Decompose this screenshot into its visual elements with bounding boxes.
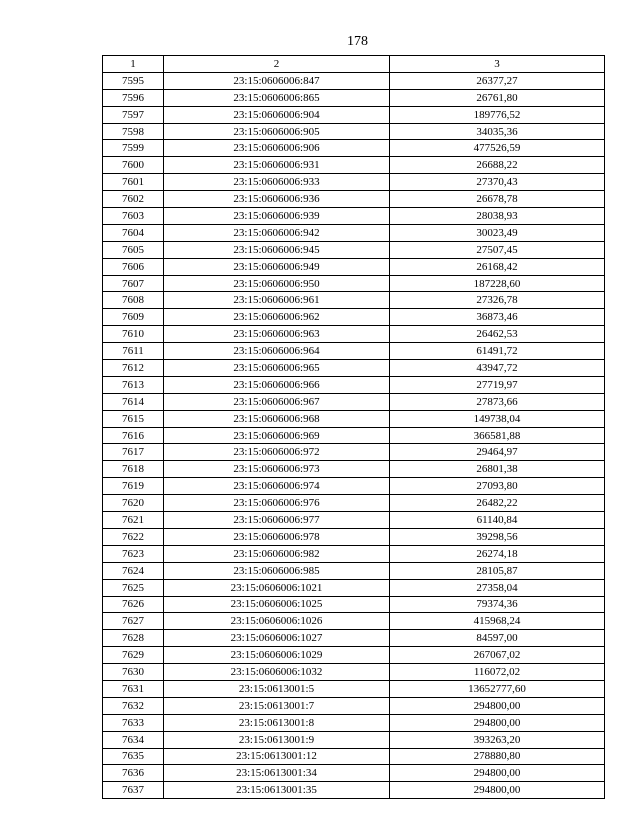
table-row xyxy=(103,630,605,647)
row-index-cell: 7597 xyxy=(103,106,164,123)
row-index-cell: 7607 xyxy=(103,275,164,292)
row-index-cell: 7615 xyxy=(103,410,164,427)
row-index-cell: 7625 xyxy=(103,579,164,596)
table-row xyxy=(103,562,605,579)
table-row xyxy=(103,613,605,630)
cadastral-value-cell: 267067,02 xyxy=(390,647,605,664)
row-index-cell: 7616 xyxy=(103,427,164,444)
cadastral-number-cell: 23:15:0606006:961 xyxy=(164,292,390,309)
row-index-cell: 7631 xyxy=(103,680,164,697)
table-row xyxy=(103,343,605,360)
row-index-cell: 7621 xyxy=(103,512,164,529)
cadastral-number-cell: 23:15:0613001:7 xyxy=(164,697,390,714)
cadastral-value-table xyxy=(102,55,605,799)
row-index-cell: 7609 xyxy=(103,309,164,326)
cadastral-number-cell: 23:15:0606006:950 xyxy=(164,275,390,292)
row-index-cell: 7601 xyxy=(103,174,164,191)
cadastral-number-cell: 23:15:0606006:933 xyxy=(164,174,390,191)
column-header-index: 1 xyxy=(103,56,164,73)
row-index-cell: 7624 xyxy=(103,562,164,579)
row-index-cell: 7606 xyxy=(103,258,164,275)
cadastral-value-cell: 61140,84 xyxy=(390,512,605,529)
table-row xyxy=(103,360,605,377)
cadastral-value-cell: 415968,24 xyxy=(390,613,605,630)
page-number: 178 xyxy=(347,34,368,49)
row-index-cell: 7602 xyxy=(103,191,164,208)
table-row xyxy=(103,89,605,106)
row-index-cell: 7627 xyxy=(103,613,164,630)
table-row xyxy=(103,680,605,697)
cadastral-number-cell: 23:15:0606006:977 xyxy=(164,512,390,529)
column-header-value: 3 xyxy=(390,56,605,73)
table-row xyxy=(103,123,605,140)
row-index-cell: 7599 xyxy=(103,140,164,157)
cadastral-number-cell: 23:15:0606006:973 xyxy=(164,461,390,478)
cadastral-value-cell: 27719,97 xyxy=(390,376,605,393)
cadastral-value-cell: 149738,04 xyxy=(390,410,605,427)
cadastral-number-cell: 23:15:0606006:945 xyxy=(164,241,390,258)
table-row xyxy=(103,664,605,681)
row-index-cell: 7608 xyxy=(103,292,164,309)
cadastral-number-cell: 23:15:0606006:974 xyxy=(164,478,390,495)
cadastral-value-cell: 26688,22 xyxy=(390,157,605,174)
cadastral-value-cell: 294800,00 xyxy=(390,697,605,714)
cadastral-number-cell: 23:15:0613001:34 xyxy=(164,765,390,782)
cadastral-value-cell: 187228,60 xyxy=(390,275,605,292)
table-row xyxy=(103,157,605,174)
row-index-cell: 7612 xyxy=(103,360,164,377)
cadastral-value-cell: 28105,87 xyxy=(390,562,605,579)
row-index-cell: 7600 xyxy=(103,157,164,174)
cadastral-value-cell: 278880,80 xyxy=(390,748,605,765)
cadastral-value-cell: 28038,93 xyxy=(390,208,605,225)
cadastral-number-cell: 23:15:0613001:8 xyxy=(164,714,390,731)
cadastral-value-cell: 36873,46 xyxy=(390,309,605,326)
cadastral-value-cell: 116072,02 xyxy=(390,664,605,681)
table-row xyxy=(103,461,605,478)
cadastral-value-cell: 13652777,60 xyxy=(390,680,605,697)
row-index-cell: 7604 xyxy=(103,224,164,241)
cadastral-value-cell: 27873,66 xyxy=(390,393,605,410)
row-index-cell: 7633 xyxy=(103,714,164,731)
table-header-row xyxy=(103,56,605,73)
cadastral-value-cell: 27370,43 xyxy=(390,174,605,191)
cadastral-value-cell: 79374,36 xyxy=(390,596,605,613)
table-row xyxy=(103,444,605,461)
row-index-cell: 7626 xyxy=(103,596,164,613)
row-index-cell: 7637 xyxy=(103,782,164,799)
row-index-cell: 7613 xyxy=(103,376,164,393)
cadastral-value-cell: 26168,42 xyxy=(390,258,605,275)
cadastral-number-cell: 23:15:0606006:972 xyxy=(164,444,390,461)
table-row xyxy=(103,765,605,782)
row-index-cell: 7618 xyxy=(103,461,164,478)
table-row xyxy=(103,714,605,731)
row-index-cell: 7635 xyxy=(103,748,164,765)
row-index-cell: 7630 xyxy=(103,664,164,681)
cadastral-value-cell: 26377,27 xyxy=(390,72,605,89)
row-index-cell: 7619 xyxy=(103,478,164,495)
table-row xyxy=(103,512,605,529)
cadastral-value-cell: 34035,36 xyxy=(390,123,605,140)
cadastral-value-cell: 189776,52 xyxy=(390,106,605,123)
table-row xyxy=(103,258,605,275)
cadastral-value-cell: 39298,56 xyxy=(390,528,605,545)
row-index-cell: 7610 xyxy=(103,326,164,343)
cadastral-number-cell: 23:15:0606006:968 xyxy=(164,410,390,427)
cadastral-value-cell: 84597,00 xyxy=(390,630,605,647)
row-index-cell: 7636 xyxy=(103,765,164,782)
cadastral-number-cell: 23:15:0606006:965 xyxy=(164,360,390,377)
cadastral-number-cell: 23:15:0606006:967 xyxy=(164,393,390,410)
table-row xyxy=(103,106,605,123)
cadastral-number-cell: 23:15:0606006:982 xyxy=(164,545,390,562)
cadastral-number-cell: 23:15:0606006:1025 xyxy=(164,596,390,613)
cadastral-number-cell: 23:15:0606006:931 xyxy=(164,157,390,174)
table-row xyxy=(103,647,605,664)
table-row xyxy=(103,545,605,562)
cadastral-value-cell: 366581,88 xyxy=(390,427,605,444)
cadastral-number-cell: 23:15:0606006:962 xyxy=(164,309,390,326)
row-index-cell: 7595 xyxy=(103,72,164,89)
table-row xyxy=(103,782,605,799)
row-index-cell: 7632 xyxy=(103,697,164,714)
row-index-cell: 7598 xyxy=(103,123,164,140)
cadastral-value-cell: 294800,00 xyxy=(390,765,605,782)
cadastral-number-cell: 23:15:0606006:985 xyxy=(164,562,390,579)
table-body xyxy=(103,72,605,798)
table-row xyxy=(103,528,605,545)
table-row xyxy=(103,495,605,512)
cadastral-value-cell: 26274,18 xyxy=(390,545,605,562)
table-row xyxy=(103,224,605,241)
cadastral-number-cell: 23:15:0606006:963 xyxy=(164,326,390,343)
table-row xyxy=(103,731,605,748)
table-row xyxy=(103,292,605,309)
cadastral-value-cell: 30023,49 xyxy=(390,224,605,241)
cadastral-number-cell: 23:15:0606006:936 xyxy=(164,191,390,208)
table-row xyxy=(103,174,605,191)
cadastral-number-cell: 23:15:0606006:1029 xyxy=(164,647,390,664)
table-row xyxy=(103,309,605,326)
row-index-cell: 7596 xyxy=(103,89,164,106)
cadastral-number-cell: 23:15:0606006:906 xyxy=(164,140,390,157)
cadastral-number-cell: 23:15:0606006:1032 xyxy=(164,664,390,681)
row-index-cell: 7605 xyxy=(103,241,164,258)
row-index-cell: 7611 xyxy=(103,343,164,360)
cadastral-number-cell: 23:15:0606006:939 xyxy=(164,208,390,225)
table-row xyxy=(103,393,605,410)
cadastral-value-cell: 27093,80 xyxy=(390,478,605,495)
cadastral-value-cell: 393263,20 xyxy=(390,731,605,748)
table-row xyxy=(103,208,605,225)
cadastral-number-cell: 23:15:0606006:976 xyxy=(164,495,390,512)
cadastral-value-cell: 26678,78 xyxy=(390,191,605,208)
row-index-cell: 7623 xyxy=(103,545,164,562)
row-index-cell: 7634 xyxy=(103,731,164,748)
row-index-cell: 7622 xyxy=(103,528,164,545)
cadastral-value-cell: 26482,22 xyxy=(390,495,605,512)
cadastral-number-cell: 23:15:0606006:847 xyxy=(164,72,390,89)
table-row xyxy=(103,427,605,444)
cadastral-value-cell: 26761,80 xyxy=(390,89,605,106)
row-index-cell: 7628 xyxy=(103,630,164,647)
cadastral-number-cell: 23:15:0606006:1027 xyxy=(164,630,390,647)
cadastral-number-cell: 23:15:0613001:5 xyxy=(164,680,390,697)
table-row xyxy=(103,72,605,89)
cadastral-number-cell: 23:15:0606006:966 xyxy=(164,376,390,393)
cadastral-number-cell: 23:15:0606006:969 xyxy=(164,427,390,444)
cadastral-number-cell: 23:15:0606006:904 xyxy=(164,106,390,123)
cadastral-number-cell: 23:15:0606006:1026 xyxy=(164,613,390,630)
cadastral-number-cell: 23:15:0606006:949 xyxy=(164,258,390,275)
cadastral-number-cell: 23:15:0613001:35 xyxy=(164,782,390,799)
column-header-cadastral-number: 2 xyxy=(164,56,390,73)
cadastral-value-cell: 27507,45 xyxy=(390,241,605,258)
cadastral-number-cell: 23:15:0606006:964 xyxy=(164,343,390,360)
cadastral-number-cell: 23:15:0606006:905 xyxy=(164,123,390,140)
cadastral-number-cell: 23:15:0606006:1021 xyxy=(164,579,390,596)
cadastral-value-cell: 29464,97 xyxy=(390,444,605,461)
cadastral-value-cell: 26801,38 xyxy=(390,461,605,478)
table-row xyxy=(103,191,605,208)
row-index-cell: 7614 xyxy=(103,393,164,410)
cadastral-number-cell: 23:15:0613001:9 xyxy=(164,731,390,748)
table-row xyxy=(103,140,605,157)
table-row xyxy=(103,579,605,596)
table-row xyxy=(103,241,605,258)
row-index-cell: 7629 xyxy=(103,647,164,664)
cadastral-value-cell: 27358,04 xyxy=(390,579,605,596)
table-row xyxy=(103,376,605,393)
table-row xyxy=(103,326,605,343)
cadastral-value-cell: 294800,00 xyxy=(390,782,605,799)
table-row xyxy=(103,275,605,292)
cadastral-number-cell: 23:15:0606006:942 xyxy=(164,224,390,241)
table-row xyxy=(103,596,605,613)
cadastral-number-cell: 23:15:0613001:12 xyxy=(164,748,390,765)
cadastral-value-cell: 43947,72 xyxy=(390,360,605,377)
cadastral-value-cell: 61491,72 xyxy=(390,343,605,360)
table-row xyxy=(103,697,605,714)
cadastral-value-cell: 294800,00 xyxy=(390,714,605,731)
cadastral-value-cell: 26462,53 xyxy=(390,326,605,343)
row-index-cell: 7603 xyxy=(103,208,164,225)
row-index-cell: 7620 xyxy=(103,495,164,512)
cadastral-number-cell: 23:15:0606006:978 xyxy=(164,528,390,545)
table-row xyxy=(103,478,605,495)
cadastral-value-cell: 477526,59 xyxy=(390,140,605,157)
table-row xyxy=(103,748,605,765)
cadastral-number-cell: 23:15:0606006:865 xyxy=(164,89,390,106)
row-index-cell: 7617 xyxy=(103,444,164,461)
cadastral-value-cell: 27326,78 xyxy=(390,292,605,309)
table-row xyxy=(103,410,605,427)
